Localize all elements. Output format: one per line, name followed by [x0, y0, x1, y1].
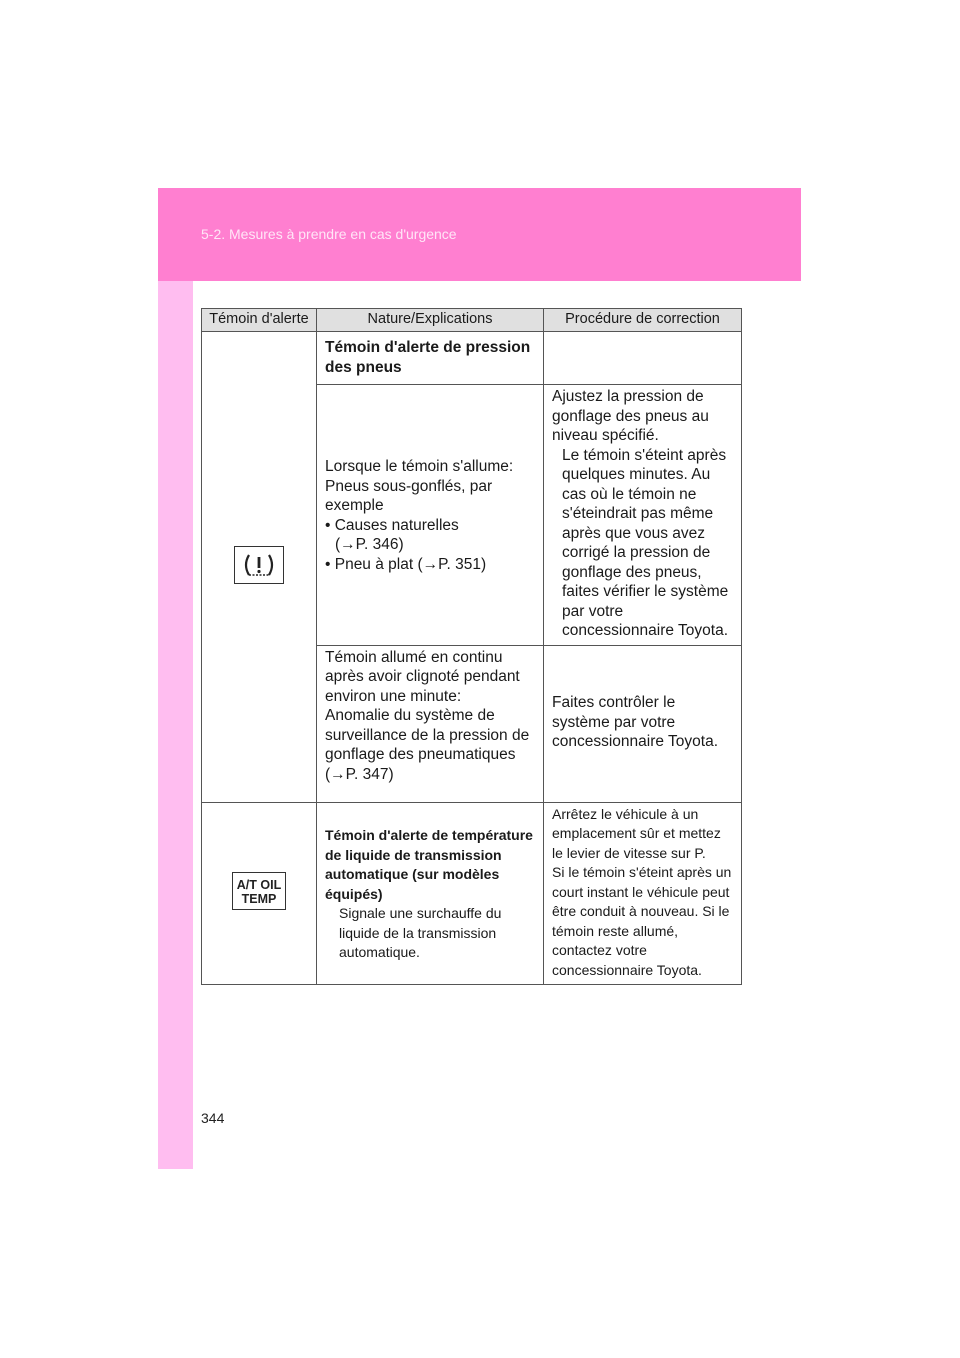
atoil-correction-text: Arrêtez le véhicule à un emplacement sûr et mettez le levier de vitesse sur P.	[552, 805, 721, 861]
tpms-title-correction	[544, 332, 742, 385]
tpms-nature-line: Pneus sous-gonflés, par exemple	[325, 477, 493, 515]
atoil-correction-text: Si le témoin s'éteint après un court instant le véhicule peut être conduit à nouveau. Si le témoin reste allumé, contactez votre concessionnaire Toyota.	[552, 864, 732, 978]
atoil-description: Signale une surchauffe du liquide de la transmission automatique.	[339, 905, 502, 960]
tpms-malfunction-line: Anomalie du système de surveillance de la pression de gonflage des pneumatiques (→P. 347)	[325, 707, 530, 783]
at-oil-icon-text: A/T OIL	[236, 878, 282, 892]
col-header-correction: Procédure de correction	[544, 309, 742, 332]
col-header-witness: Témoin d'alerte	[202, 309, 317, 332]
atoil-correction-cell	[544, 802, 742, 985]
at-temp-icon-text: TEMP	[241, 892, 277, 906]
tpms-nature-line: Lorsque le témoin s'allume:	[325, 458, 514, 476]
side-tab	[158, 281, 193, 1169]
table-row	[202, 332, 742, 385]
tpms-nature-cell	[317, 385, 544, 646]
tpms-malfunction-cell	[317, 645, 544, 802]
tpms-title: Témoin d'alerte de pression des pneus	[317, 332, 544, 385]
tpms-correction-note: Le témoin s'éteint après quelques minutes. Au cas où le témoin ne s'éteindrait pas même après que vous avez corrigé la pression de gonflage des pneus, faites vérifier le système par votre concessionnaire Toyota.	[562, 446, 729, 639]
tpms-correction-text: Ajustez la pression de gonflage des pneus au niveau spécifié.	[552, 388, 709, 444]
tpms-nature-line: (→P. 346)	[335, 536, 404, 554]
tpms-correction-cell	[544, 385, 742, 646]
tpms-nature-line: • Pneu à plat (→P. 351)	[325, 555, 487, 573]
tire-pressure-warning-icon	[234, 546, 284, 584]
col-header-nature: Nature/Explications	[317, 309, 544, 332]
section-title: 5-2. Mesures à prendre en cas d'urgence	[201, 226, 457, 242]
tpms-nature-line: • Causes naturelles	[325, 516, 459, 534]
table-row	[202, 802, 742, 985]
warning-lights-table	[201, 308, 742, 985]
table-header-row	[202, 309, 742, 332]
atoil-icon-cell	[202, 802, 317, 985]
atoil-title: Témoin d'alerte de température de liquide de transmission automatique (sur modèles équipés)	[325, 827, 533, 902]
atoil-nature-cell	[317, 802, 544, 985]
tpms-icon-cell	[202, 332, 317, 803]
at-oil-temp-warning-icon	[232, 872, 286, 910]
tpms-malfunction-correction: Faites contrôler le système par votre concessionnaire Toyota.	[544, 645, 742, 802]
tpms-malfunction-line: Témoin allumé en continu après avoir clignoté pendant environ une minute:	[325, 648, 520, 705]
page-number: 344	[201, 1110, 225, 1126]
